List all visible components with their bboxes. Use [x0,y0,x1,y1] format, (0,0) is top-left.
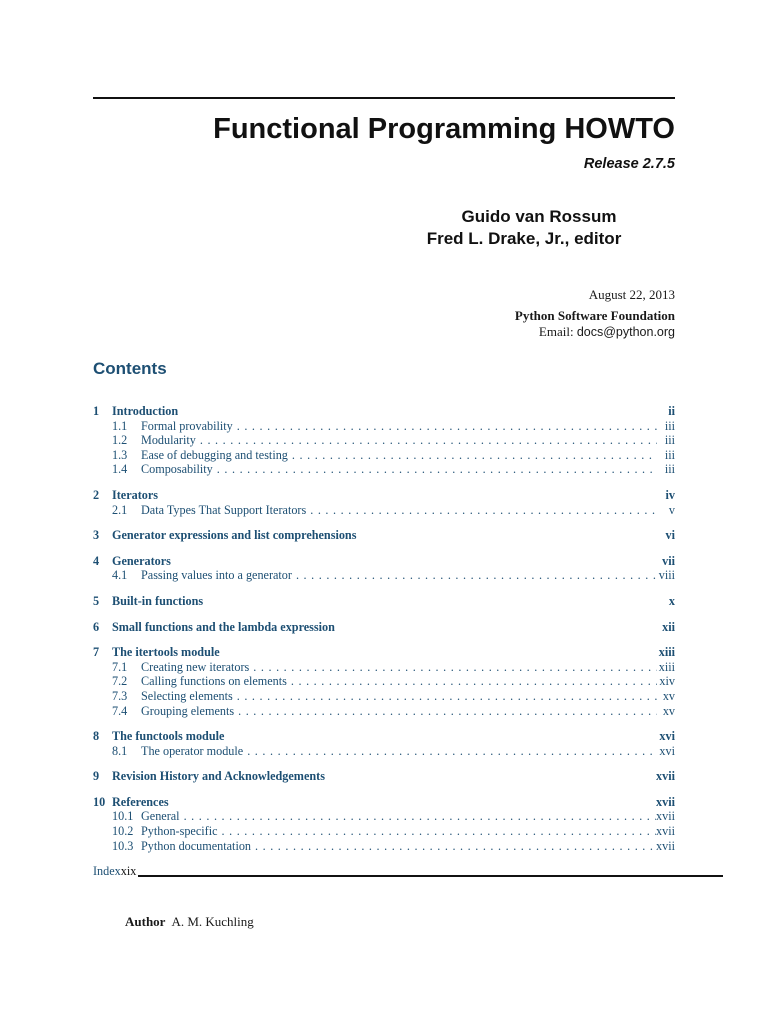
dot-leader [218,824,657,839]
toc-subsection-link[interactable]: Data Types That Support Iterators [141,502,307,517]
toc-section-page: xiii [658,645,675,660]
toc-subsection-number: 7.4 [112,703,128,718]
toc-subsection-page: xiii [658,659,675,674]
toc-section-row[interactable] [93,488,675,503]
toc-subsection-number: 1.1 [112,418,128,433]
toc-section-number: 10 [93,794,106,809]
toc-section-number: 9 [93,769,100,784]
toc-section-link[interactable]: The itertools module [112,645,220,660]
release-label: Release 2.7.5 [583,156,675,172]
toc-section-page: xvi [659,729,675,744]
toc-subsection-row[interactable] [93,704,675,719]
dot-leader [243,744,657,759]
toc-section-link[interactable]: Built-in functions [112,593,204,608]
page-title: Functional Programming HOWTO [213,113,675,145]
toc-subsection-link[interactable]: Python-specific [141,824,218,839]
toc-subsection-link[interactable]: Formal provability [141,418,233,433]
toc-subsection-row[interactable] [93,744,675,759]
author-field-value: A. M. Kuchling [171,914,254,929]
author-field-label: Author [125,914,166,929]
toc-section [93,645,675,718]
toc-section-row[interactable] [93,620,675,635]
toc-section-row[interactable] [93,404,675,419]
toc-subsection-page: iii [664,433,675,448]
toc-section-link[interactable]: The functools module [112,729,225,744]
toc-section [93,404,675,477]
toc-subsection-row[interactable] [93,448,675,463]
toc-subsection-page: xv [662,703,675,718]
toc-section [93,729,675,758]
toc-section-number: 4 [93,553,100,568]
toc-subsection-link[interactable]: Composability [141,462,213,477]
toc-subsection-page: xvii [656,809,675,824]
toc-subsection-number: 7.2 [112,674,128,689]
dot-leader [249,660,657,675]
contents-heading: Contents [93,359,167,378]
toc-subsection-row[interactable] [93,503,675,518]
dot-leader [196,433,657,448]
toc-section-link[interactable]: References [112,794,169,809]
dot-leader [288,448,657,463]
toc-section-number: 2 [93,487,100,502]
toc-section-page: ii [668,404,675,418]
toc-subsection-number: 10.3 [112,838,134,853]
publication-date: August 22, 2013 [588,287,675,302]
toc-section [93,620,675,635]
toc-section-link[interactable]: Generators [112,553,171,568]
toc-section-page: xii [662,619,675,634]
toc-subsection-page: iii [664,462,675,477]
toc-index-row [93,864,723,878]
toc-subsection-row[interactable] [93,433,675,448]
toc-section [93,594,675,609]
toc-subsection-row[interactable] [93,419,675,434]
index-rule [138,875,723,877]
email-line [539,324,675,340]
table-of-contents [93,404,675,864]
toc-subsection-number: 7.3 [112,688,128,703]
index-link[interactable]: Index [93,864,121,878]
toc-subsection-row[interactable] [93,674,675,689]
authors-block [375,206,675,250]
toc-subsection-number: 4.1 [112,568,128,583]
toc-section-number: 7 [93,645,100,660]
toc-section [93,769,675,784]
toc-section-number: 6 [93,619,100,634]
toc-subsection-link[interactable]: Selecting elements [141,688,233,703]
toc-subsection-row[interactable] [93,809,675,824]
toc-subsection-page: xvii [656,824,675,839]
toc-subsection-row[interactable] [93,824,675,839]
toc-subsection-row[interactable] [93,689,675,704]
email-label: Email: [538,324,574,339]
toc-subsection-page: iii [664,418,675,433]
toc-subsection-number: 10.1 [112,809,134,824]
toc-section-link[interactable]: Introduction [112,404,179,418]
dot-leader [292,568,657,583]
dot-leader [306,503,657,518]
toc-section-page: xvii [656,794,675,809]
dot-leader [233,689,657,704]
toc-section-row[interactable] [93,554,675,569]
toc-section-number: 3 [93,528,100,543]
title-rule [93,97,675,99]
toc-subsection-row[interactable] [93,660,675,675]
toc-section-row[interactable] [93,594,675,609]
toc-subsection-link[interactable]: Modularity [141,433,196,448]
toc-section [93,554,675,583]
toc-subsection-page: xvi [659,743,675,758]
toc-subsection-number: 2.1 [112,502,128,517]
index-page: xix [120,864,137,878]
toc-subsection-page: xvii [656,838,675,853]
toc-section-row[interactable] [93,645,675,660]
toc-section-row[interactable] [93,795,675,810]
toc-subsection-link[interactable]: Python documentation [141,838,252,853]
toc-section-page: x [668,593,675,608]
toc-subsection-number: 1.3 [112,447,128,462]
toc-section-row[interactable] [93,769,675,784]
toc-section-number: 1 [93,404,100,418]
toc-section [93,488,675,517]
toc-subsection-row[interactable] [93,839,675,854]
toc-section [93,528,675,543]
toc-section-link[interactable]: Iterators [112,487,159,502]
toc-section-row[interactable] [93,729,675,744]
toc-section-number: 5 [93,593,100,608]
toc-subsection-number: 1.4 [112,462,128,477]
toc-subsection-number: 7.1 [112,659,128,674]
toc-section-link[interactable]: Generator expressions and list comprehensions [112,528,357,543]
toc-section-page: iv [665,487,675,502]
toc-subsection-link[interactable]: Creating new iterators [141,659,250,674]
author-field [125,914,254,930]
toc-subsection-link[interactable]: Ease of debugging and testing [141,447,288,462]
toc-subsection-link[interactable]: Grouping elements [141,703,235,718]
toc-subsection-link[interactable]: Passing values into a generator [141,568,292,583]
toc-subsection-page: xiv [659,674,675,689]
toc-section-page: xvii [656,769,675,784]
dot-leader [234,704,657,719]
toc-subsection-page: xv [662,688,675,703]
toc-subsection-page: viii [658,568,675,583]
toc-section-link[interactable]: Revision History and Acknowledgements [112,769,325,784]
dot-leader [287,674,657,689]
dot-leader [233,419,657,434]
toc-section [93,795,675,853]
toc-subsection-number: 8.1 [112,743,128,758]
toc-subsection-row[interactable] [93,568,675,583]
toc-subsection-link[interactable]: The operator module [141,743,244,758]
organization-name: Python Software Foundation [514,308,675,323]
dot-leader [213,462,657,477]
toc-section-link[interactable]: Small functions and the lambda expression [112,619,335,634]
toc-subsection-page: iii [664,447,675,462]
toc-section-row[interactable] [93,528,675,543]
dot-leader [251,839,656,854]
toc-subsection-number: 1.2 [112,433,128,448]
email-address: docs@python.org [576,325,675,339]
toc-subsection-number: 10.2 [112,824,134,839]
author-name: Guido van Rossum [461,207,617,226]
toc-subsection-link[interactable]: Calling functions on elements [141,674,287,689]
dot-leader [180,809,656,824]
toc-section-number: 8 [93,729,100,744]
toc-subsection-link[interactable]: General [141,809,180,824]
toc-section-page: vii [662,553,675,568]
toc-section-page: vi [665,528,675,543]
author-name: Fred L. Drake, Jr., editor [426,229,622,248]
toc-subsection-row[interactable] [93,462,675,477]
toc-subsection-page: v [668,502,675,517]
